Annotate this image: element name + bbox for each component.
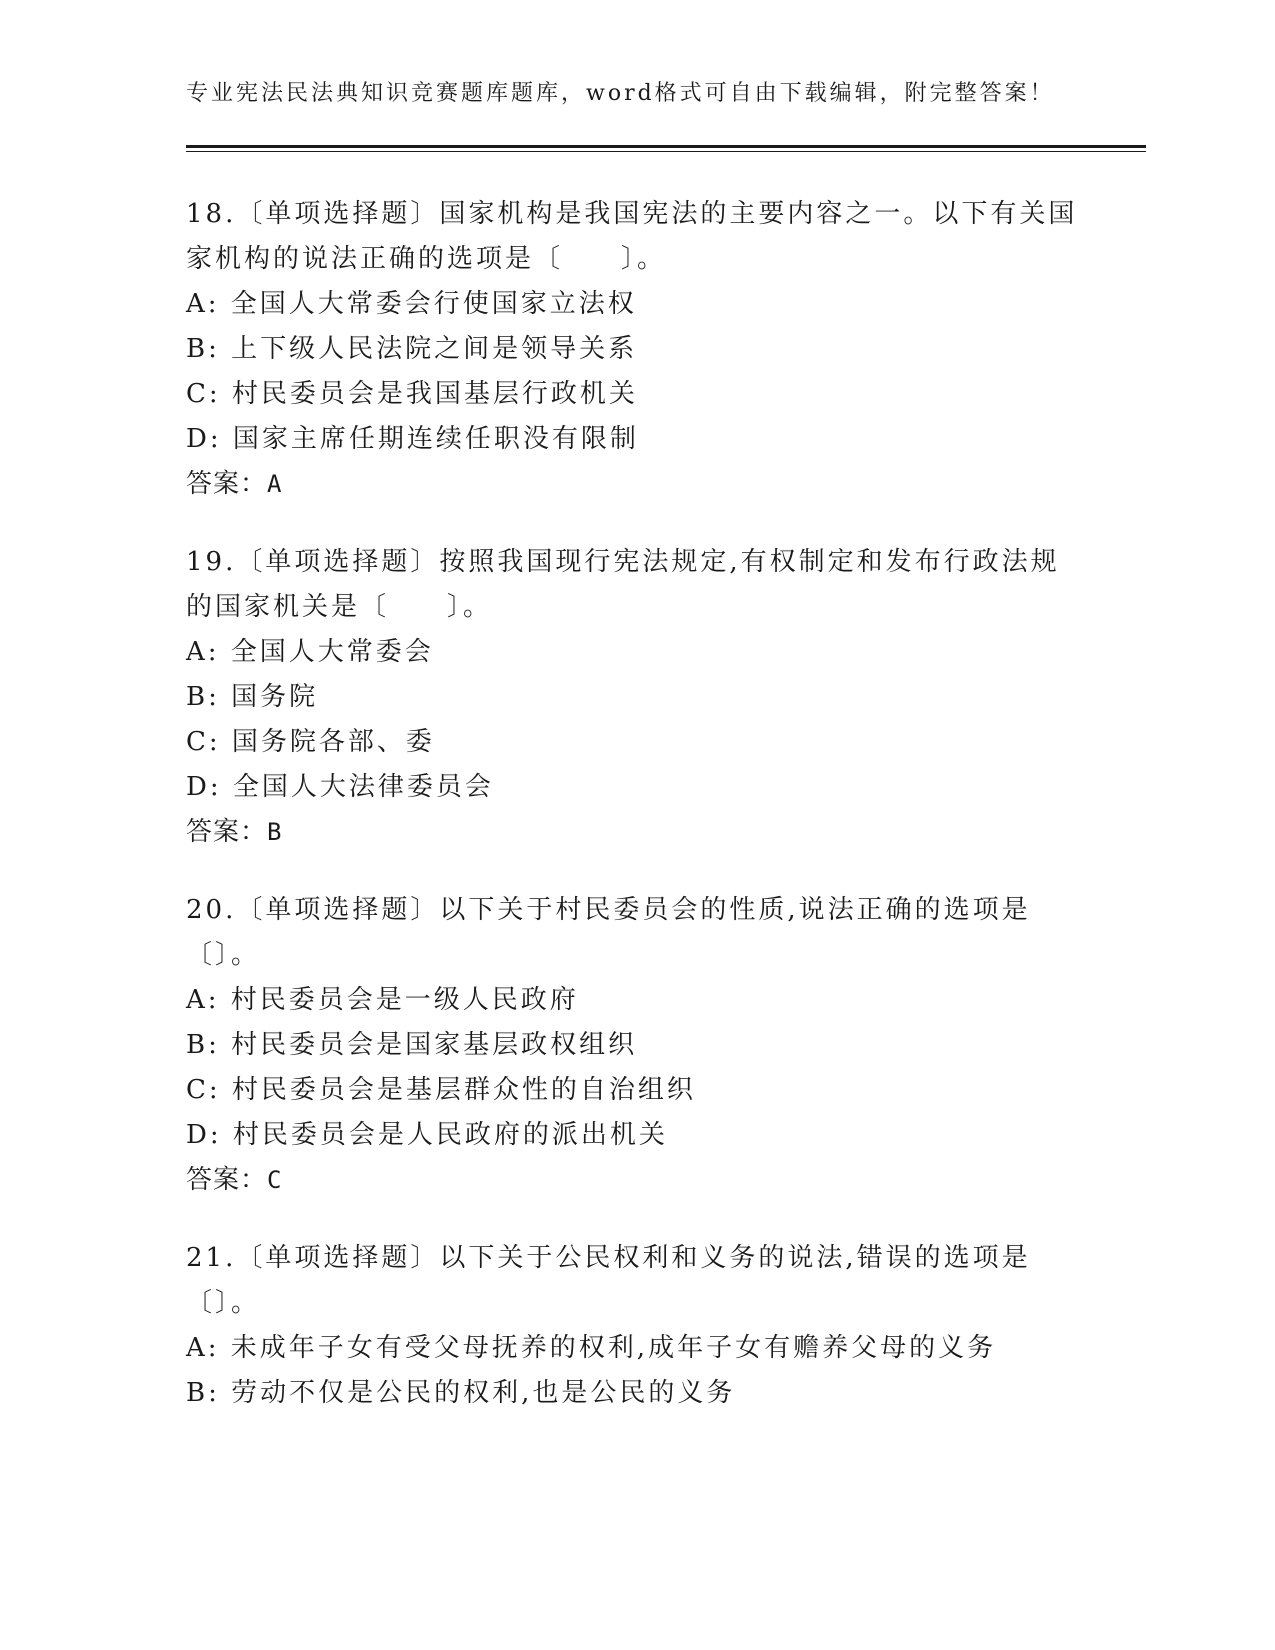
question-20	[186, 888, 1086, 1203]
answer-label: 答案：	[186, 469, 268, 499]
option-d: D: 全国人大法律委员会	[186, 772, 494, 802]
option-c: C: 村民委员会是我国基层行政机关	[186, 379, 638, 409]
answer-value: C	[267, 1166, 283, 1194]
answer-value: A	[267, 470, 283, 498]
option-b: B: 国务院	[186, 682, 319, 712]
option-a: A: 全国人大常委会	[186, 637, 434, 667]
answer-line	[186, 1158, 1086, 1203]
option-c: C: 村民委员会是基层群众性的自治组织	[186, 1075, 696, 1105]
document-header: 专业宪法民法典知识竞赛题库题库，word格式可自由下载编辑，附完整答案！	[186, 81, 1055, 106]
option-c: C: 国务院各部、委	[186, 727, 435, 757]
question-text: 18.〔单项选择题〕国家机构是我国宪法的主要内容之一。以下有关国家机构的说法正确的选项是〔 〕。	[186, 199, 1078, 274]
answer-line	[186, 810, 1086, 855]
header-rule-thin	[186, 151, 1146, 152]
question-18	[186, 192, 1086, 507]
option-d: D: 村民委员会是人民政府的派出机关	[186, 1120, 668, 1150]
header-rule-thick	[186, 145, 1146, 148]
answer-label: 答案：	[186, 817, 268, 847]
option-a: A: 全国人大常委会行使国家立法权	[186, 289, 637, 319]
option-b: B: 上下级人民法院之间是领导关系	[186, 334, 638, 364]
answer-label: 答案：	[186, 1165, 268, 1195]
answer-line	[186, 462, 1086, 507]
question-text: 19.〔单项选择题〕按照我国现行宪法规定,有权制定和发布行政法规的国家机关是〔 〕。	[186, 547, 1060, 622]
option-d: D: 国家主席任期连续任职没有限制	[186, 424, 639, 454]
question-19	[186, 540, 1086, 855]
answer-value: B	[267, 818, 283, 846]
question-21	[186, 1236, 1086, 1416]
option-b: B: 村民委员会是国家基层政权组织	[186, 1030, 638, 1060]
question-text: 20.〔单项选择题〕以下关于村民委员会的性质,说法正确的选项是〔〕。	[186, 895, 1031, 970]
option-b: B: 劳动不仅是公民的权利,也是公民的义务	[186, 1378, 736, 1408]
option-a: A: 村民委员会是一级人民政府	[186, 985, 579, 1015]
option-a: A: 未成年子女有受父母抚养的权利,成年子女有赡养父母的义务	[186, 1333, 997, 1363]
question-text: 21.〔单项选择题〕以下关于公民权利和义务的说法,错误的选项是〔〕。	[186, 1243, 1031, 1318]
